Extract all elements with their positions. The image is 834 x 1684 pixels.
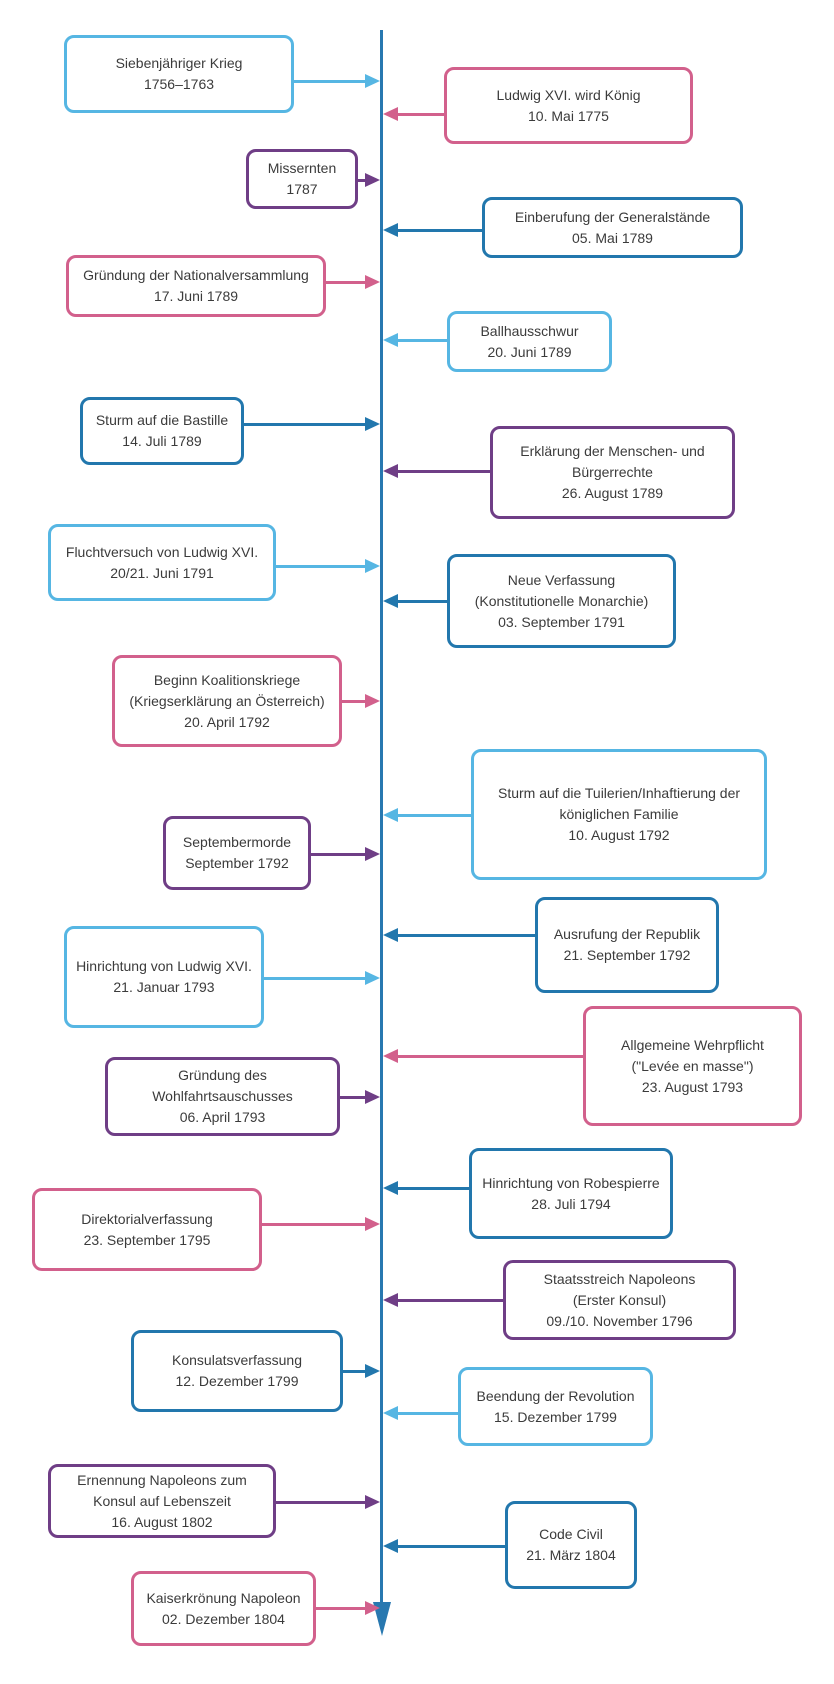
connector-arrowhead-icon-code-civil <box>383 1539 398 1553</box>
connector-arrowhead-icon-fluchtversuch-ludwig-xvi <box>365 559 380 573</box>
connector-arrowhead-icon-sturm-auf-die-bastille <box>365 417 380 431</box>
event-text <box>66 542 258 584</box>
event-title-line: Wohlfahrtsauschusses <box>152 1088 293 1104</box>
event-date: 23. September 1795 <box>83 1231 211 1248</box>
connector-arrowhead-icon-ballhausschwur <box>383 333 398 347</box>
event-title-line: (Kriegserklärung an Österreich) <box>129 692 325 709</box>
event-date: 21. September 1792 <box>563 947 691 963</box>
event-date: 1756–1763 <box>143 76 215 92</box>
connector-arrowhead-icon-gruendung-nationalversammlung <box>365 275 380 289</box>
event-date: 21. Januar 1793 <box>113 979 215 995</box>
connector-erklaerung-menschen-buergerrechte <box>396 470 492 473</box>
event-text <box>526 1524 616 1566</box>
event-date: 15. Dezember 1799 <box>494 1408 617 1425</box>
event-title-line: Konsul auf Lebenszeit <box>93 1492 231 1509</box>
connector-hinrichtung-robespierre <box>396 1187 471 1190</box>
event-date: 26. August 1789 <box>561 485 664 501</box>
connector-staatsstreich-napoleons <box>396 1299 505 1302</box>
event-box-ballhausschwur[interactable] <box>447 311 612 372</box>
event-title-line: königlichen Familie <box>559 806 679 822</box>
connector-allgemeine-wehrpflicht <box>396 1055 585 1058</box>
event-title-line: Missernten <box>267 160 337 176</box>
event-title-line: Fluchtversuch von Ludwig XVI. <box>65 543 259 560</box>
connector-einberufung-generalstaende <box>396 229 484 232</box>
event-date: 20. April 1792 <box>184 713 270 730</box>
event-title-line: Ernennung Napoleons zum <box>77 1471 247 1488</box>
event-text <box>116 53 243 95</box>
event-box-sturm-tuilerien[interactable] <box>471 749 767 880</box>
event-title-line: Ausrufung der Republik <box>553 926 701 942</box>
event-date: 10. Mai 1775 <box>528 107 609 124</box>
connector-arrowhead-icon-staatsstreich-napoleons <box>383 1293 398 1307</box>
event-date: September 1792 <box>185 855 289 871</box>
event-title-line: ("Levée en masse") <box>631 1057 754 1074</box>
event-title-line: Bürgerrechte <box>572 464 653 480</box>
connector-arrowhead-icon-allgemeine-wehrpflicht <box>383 1049 398 1063</box>
event-box-ausrufung-republik[interactable] <box>535 897 719 993</box>
event-date: 10. August 1792 <box>568 827 670 843</box>
event-text <box>77 1470 247 1533</box>
connector-ernennung-konsul-lebenszeit <box>274 1501 367 1504</box>
event-text <box>129 670 324 733</box>
event-box-staatsstreich-napoleons[interactable] <box>503 1260 736 1340</box>
event-text <box>146 1588 300 1630</box>
connector-code-civil <box>396 1545 507 1548</box>
connector-beginn-koalitionskriege <box>340 700 367 703</box>
event-title-line: Gründung des <box>178 1067 267 1083</box>
event-title-line: Sturm auf die Tuilerien/Inhaftierung der <box>497 785 741 801</box>
event-box-gruendung-wohlfahrtsauschuss[interactable] <box>105 1057 340 1136</box>
connector-arrowhead-icon-erklaerung-menschen-buergerrechte <box>383 464 398 478</box>
event-date: 02. Dezember 1804 <box>162 1610 285 1627</box>
connector-arrowhead-icon-neue-verfassung <box>383 594 398 608</box>
event-title-line: Direktorialverfassung <box>81 1210 213 1227</box>
event-box-direktorialverfassung[interactable] <box>32 1188 262 1271</box>
event-title-line: Ludwig XVI. wird König <box>496 86 641 103</box>
event-date: 20. Juni 1789 <box>487 343 572 360</box>
event-text <box>152 1065 293 1128</box>
connector-sturm-tuilerien <box>396 814 473 817</box>
event-text <box>172 1350 302 1392</box>
event-date: 16. August 1802 <box>111 1513 213 1530</box>
event-date: 28. Juli 1794 <box>531 1195 611 1212</box>
event-title-line: Gründung der Nationalversammlung <box>83 267 309 283</box>
connector-konsulatsverfassung <box>341 1370 367 1373</box>
event-text <box>96 410 228 452</box>
connector-direktorialverfassung <box>260 1223 367 1226</box>
connector-arrowhead-icon-beendung-der-revolution <box>383 1406 398 1420</box>
event-text <box>476 1386 634 1428</box>
connector-neue-verfassung <box>396 600 449 603</box>
event-title-line: Sturm auf die Bastille <box>95 412 229 428</box>
event-title-line: Ballhausschwur <box>480 322 579 339</box>
event-title-line: Septembermorde <box>182 834 292 850</box>
connector-arrowhead-icon-einberufung-generalstaende <box>383 223 398 237</box>
event-box-einberufung-generalstaende[interactable] <box>482 197 743 258</box>
event-box-siebenjaehriger-krieg[interactable] <box>64 35 294 113</box>
event-box-hinrichtung-robespierre[interactable] <box>469 1148 673 1239</box>
event-date: 17. Juni 1789 <box>153 288 239 304</box>
event-title-line: Siebenjähriger Krieg <box>115 55 243 71</box>
event-box-erklaerung-menschen-buergerrechte[interactable] <box>490 426 735 519</box>
event-text <box>498 783 740 846</box>
event-title-line: (Erster Konsul) <box>572 1291 667 1308</box>
event-box-hinrichtung-ludwig-xvi[interactable] <box>64 926 264 1028</box>
event-box-gruendung-nationalversammlung[interactable] <box>66 255 326 317</box>
connector-arrowhead-icon-hinrichtung-robespierre <box>383 1181 398 1195</box>
event-title-line: Beginn Koalitionskriege <box>153 671 301 688</box>
event-box-beendung-der-revolution[interactable] <box>458 1367 653 1446</box>
connector-arrowhead-icon-direktorialverfassung <box>365 1217 380 1231</box>
event-title-line: Erklärung der Menschen- und <box>520 443 705 459</box>
event-text <box>482 1173 659 1215</box>
connector-arrowhead-icon-beginn-koalitionskriege <box>365 694 380 708</box>
connector-arrowhead-icon-gruendung-wohlfahrtsauschuss <box>365 1090 380 1104</box>
event-box-fluchtversuch-ludwig-xvi[interactable] <box>48 524 276 601</box>
event-date: 21. März 1804 <box>526 1547 616 1563</box>
connector-arrowhead-icon-siebenjaehriger-krieg <box>365 74 380 88</box>
event-title-line: Beendung der Revolution <box>476 1387 635 1404</box>
event-title-line: (Konstitutionelle Monarchie) <box>474 592 649 609</box>
connector-gruendung-nationalversammlung <box>324 281 367 284</box>
event-box-ludwig-xvi-wird-koenig[interactable] <box>444 67 693 144</box>
connector-arrowhead-icon-ernennung-konsul-lebenszeit <box>365 1495 380 1509</box>
event-title-line: Hinrichtung von Ludwig XVI. <box>76 958 252 974</box>
event-title-line: Staatsstreich Napoleons <box>543 1270 696 1287</box>
event-date: 14. Juli 1789 <box>122 433 202 449</box>
event-title-line: Konsulatsverfassung <box>172 1352 302 1368</box>
event-box-septembermorde[interactable] <box>163 816 311 890</box>
event-text <box>83 265 309 307</box>
event-date: 03. September 1791 <box>498 613 625 630</box>
connector-arrowhead-icon-septembermorde <box>365 847 380 861</box>
event-text <box>76 956 252 998</box>
connector-beendung-der-revolution <box>396 1412 460 1415</box>
event-title-line: Hinrichtung von Robespierre <box>482 1174 660 1191</box>
event-text <box>81 1209 213 1251</box>
event-box-kaiserkroenung-napoleon[interactable] <box>131 1571 316 1646</box>
event-text <box>520 441 704 504</box>
connector-arrowhead-icon-missernten <box>365 173 380 187</box>
event-title-line: Kaiserkrönung Napoleon <box>146 1589 301 1606</box>
event-box-konsulatsverfassung[interactable] <box>131 1330 343 1412</box>
event-date: 05. Mai 1789 <box>572 229 653 246</box>
event-date: 09./10. November 1796 <box>546 1312 693 1329</box>
event-text <box>475 570 649 633</box>
connector-fluchtversuch-ludwig-xvi <box>274 565 367 568</box>
event-text <box>497 85 641 127</box>
event-box-allgemeine-wehrpflicht[interactable] <box>583 1006 802 1126</box>
connector-gruendung-wohlfahrtsauschuss <box>338 1096 367 1099</box>
event-box-neue-verfassung[interactable] <box>447 554 676 648</box>
connector-septembermorde <box>309 853 367 856</box>
connector-arrowhead-icon-ausrufung-republik <box>383 928 398 942</box>
connector-arrowhead-icon-hinrichtung-ludwig-xvi <box>365 971 380 985</box>
connector-sturm-auf-die-bastille <box>242 423 367 426</box>
connector-arrowhead-icon-konsulatsverfassung <box>365 1364 380 1378</box>
connector-ludwig-xvi-wird-koenig <box>396 113 446 116</box>
event-date: 20/21. Juni 1791 <box>110 564 214 581</box>
connector-ausrufung-republik <box>396 934 537 937</box>
connector-hinrichtung-ludwig-xvi <box>262 977 367 980</box>
connector-arrowhead-icon-ludwig-xvi-wird-koenig <box>383 107 398 121</box>
event-box-missernten[interactable] <box>246 149 358 209</box>
event-date: 23. August 1793 <box>641 1078 744 1095</box>
event-text <box>480 321 578 363</box>
event-title-line: Allgemeine Wehrpflicht <box>621 1036 764 1053</box>
connector-kaiserkroenung-napoleon <box>314 1607 367 1610</box>
event-text <box>621 1035 764 1098</box>
connector-arrowhead-icon-sturm-tuilerien <box>383 808 398 822</box>
event-date: 06. April 1793 <box>179 1109 266 1125</box>
event-title-line: Code Civil <box>539 1526 603 1542</box>
event-date: 1787 <box>286 181 318 197</box>
event-date: 12. Dezember 1799 <box>175 1373 299 1389</box>
event-box-beginn-koalitionskriege[interactable] <box>112 655 342 747</box>
event-box-sturm-auf-die-bastille[interactable] <box>80 397 244 465</box>
event-text <box>554 924 700 966</box>
event-text <box>183 832 291 874</box>
event-title-line: Einberufung der Generalstände <box>514 208 711 225</box>
event-title-line: Neue Verfassung <box>507 571 616 588</box>
event-box-code-civil[interactable] <box>505 1501 637 1589</box>
event-box-ernennung-konsul-lebenszeit[interactable] <box>48 1464 276 1538</box>
connector-ballhausschwur <box>396 339 449 342</box>
connector-siebenjaehriger-krieg <box>292 80 367 83</box>
event-text <box>544 1269 696 1332</box>
event-text <box>268 158 336 200</box>
connector-arrowhead-icon-kaiserkroenung-napoleon <box>365 1601 380 1615</box>
event-text <box>515 207 710 249</box>
